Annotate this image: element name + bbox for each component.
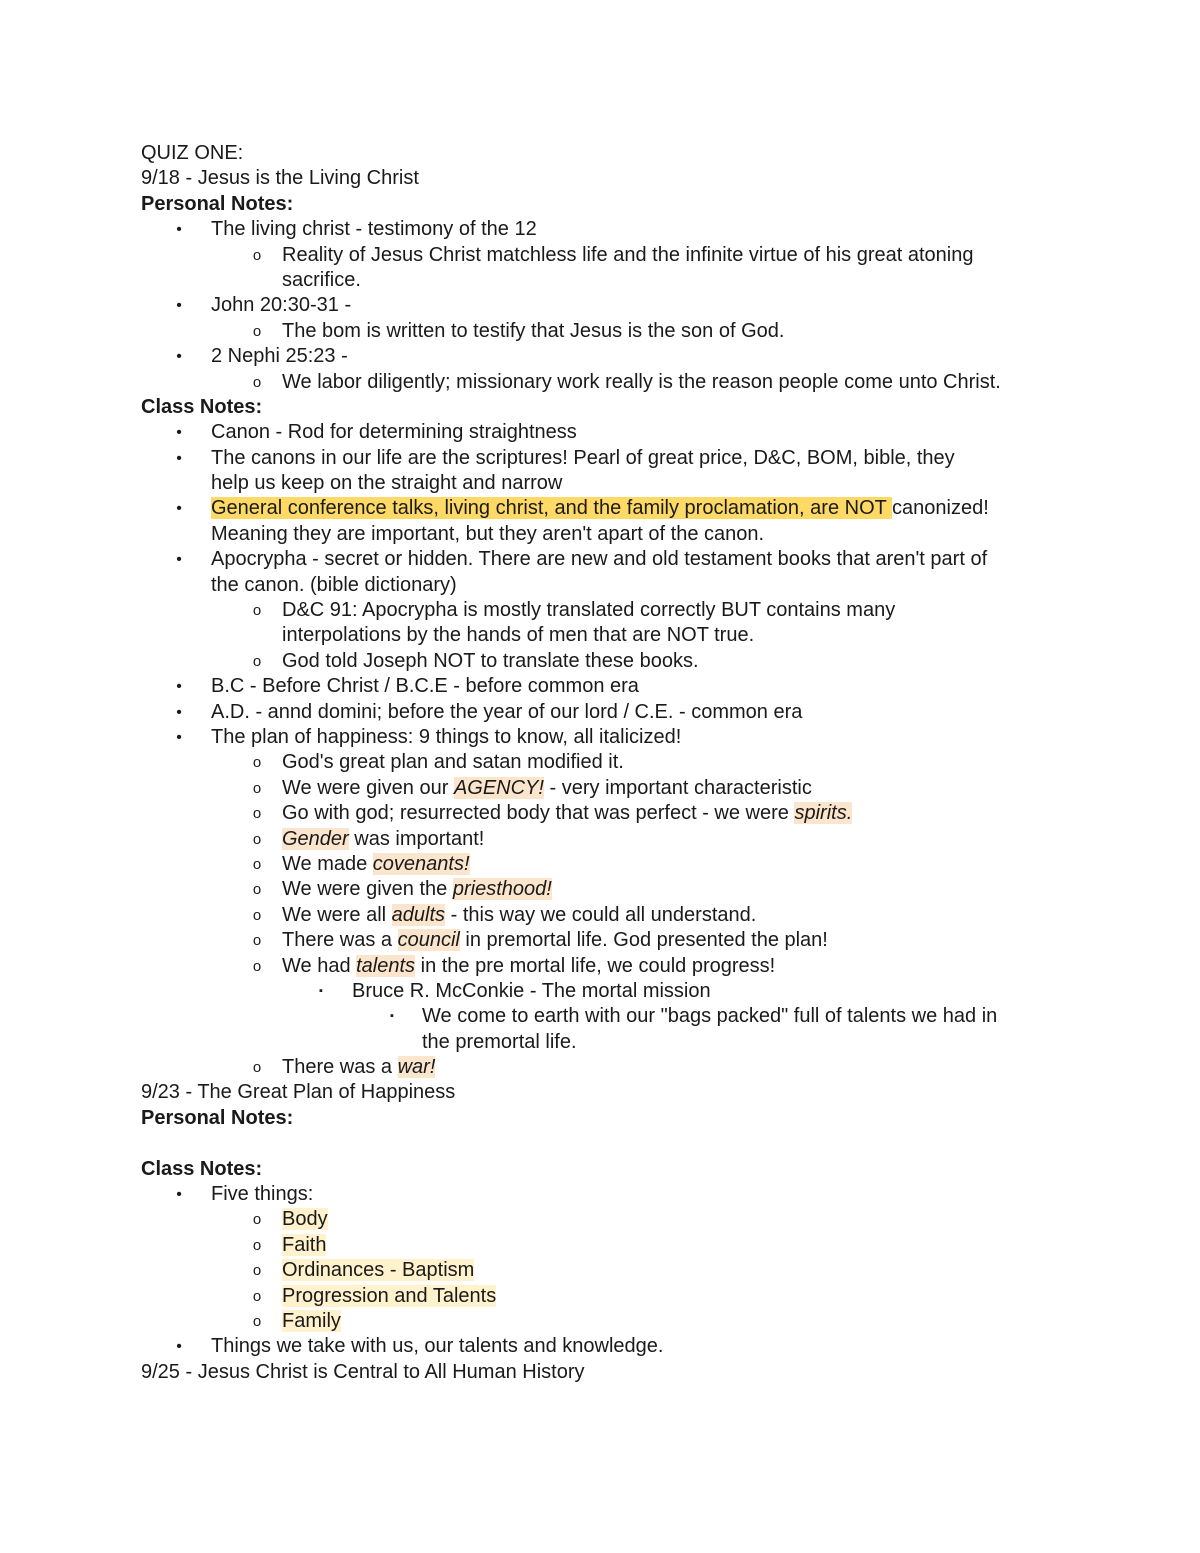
list-item: • Five things: xyxy=(141,1182,1071,1207)
section-heading-3: 9/25 - Jesus Christ is Central to All Human History xyxy=(141,1360,585,1383)
class-notes-label: Class Notes: xyxy=(141,1157,263,1180)
list-item-continuation: sacrifice. xyxy=(282,268,361,291)
list-item-continuation: Meaning they are important, but they aren't apart of the canon. xyxy=(211,522,765,545)
italic-highlight: war! xyxy=(397,1056,436,1079)
list-item: o We were given our AGENCY! - very important characteristic xyxy=(141,776,1071,801)
list-item-continuation: the premortal life. xyxy=(422,1030,577,1053)
list-item: o There was a council in premortal life. God presented the plan! xyxy=(141,928,1071,953)
circle-marker: o xyxy=(252,1312,262,1330)
square-marker: ▪ xyxy=(319,984,323,997)
italic-highlight: adults xyxy=(391,903,446,926)
class-notes-label: Class Notes: xyxy=(141,395,263,418)
list-item: • Apocrypha - secret or hidden. There are new and old testament books that aren't part of xyxy=(141,547,1071,572)
list-item xyxy=(141,1233,1071,1258)
circle-marker: o xyxy=(252,830,262,848)
circle-marker: o xyxy=(252,602,262,620)
list-item-continuation: help us keep on the straight and narrow xyxy=(211,472,563,495)
quiz-title: QUIZ ONE: xyxy=(141,142,244,164)
list-item: • The living christ - testimony of the 12 xyxy=(141,217,1071,242)
list-item: o The bom is written to testify that Jesus is the son of God. xyxy=(141,319,1071,344)
circle-marker: o xyxy=(252,881,262,899)
circle-marker: o xyxy=(252,1059,262,1077)
list-item: o God's great plan and satan modified it. xyxy=(141,750,1071,775)
italic-highlight: covenants! xyxy=(372,852,470,875)
list-item: o There was a war! xyxy=(141,1055,1071,1080)
italic-highlight: council xyxy=(397,929,460,952)
bullet-marker: • xyxy=(176,348,182,366)
list-item: • B.C - Before Christ / B.C.E - before common era xyxy=(141,674,1071,699)
circle-marker: o xyxy=(252,652,262,670)
list-item-continuation: interpolations by the hands of men that are NOT true. xyxy=(282,624,755,647)
highlighted-text: Family xyxy=(282,1309,341,1332)
list-item: • John 20:30-31 - xyxy=(141,293,1071,318)
document-page xyxy=(141,141,1071,1385)
list-item: o Reality of Jesus Christ matchless life and the infinite virtue of his great atoning xyxy=(141,243,1071,268)
list-item: • 2 Nephi 25:23 - xyxy=(141,344,1071,369)
highlighted-text: Progression and Talents xyxy=(282,1284,497,1307)
list-item: o We were given the priesthood! xyxy=(141,877,1071,902)
list-item: • Canon - Rod for determining straightness xyxy=(141,420,1071,445)
personal-notes-label: Personal Notes: xyxy=(141,1106,294,1129)
bullet-marker: • xyxy=(176,424,182,442)
highlighted-text: Body xyxy=(282,1208,328,1231)
circle-marker: o xyxy=(252,1211,262,1229)
bullet-marker: • xyxy=(176,449,182,467)
list-item xyxy=(141,1309,1071,1334)
list-item xyxy=(141,1258,1071,1283)
bullet-marker: • xyxy=(176,1186,182,1204)
list-item: o We were all adults - this way we could all understand. xyxy=(141,903,1071,928)
circle-marker: o xyxy=(252,754,262,772)
list-item: o God told Joseph NOT to translate these books. xyxy=(141,649,1071,674)
personal-notes-label: Personal Notes: xyxy=(141,192,294,215)
bullet-marker: • xyxy=(176,297,182,315)
list-item: ▪ Bruce R. McConkie - The mortal mission xyxy=(141,979,1071,1004)
list-item: o We made covenants! xyxy=(141,852,1071,877)
highlighted-text: General conference talks, living christ, and the family proclamation, are NOT xyxy=(211,497,893,520)
highlighted-text: Ordinances - Baptism xyxy=(282,1259,475,1282)
bullet-marker: • xyxy=(176,703,182,721)
list-item: ▪ We come to earth with our "bags packed" full of talents we had in xyxy=(141,1004,1071,1029)
circle-marker: o xyxy=(252,805,262,823)
list-item: • The canons in our life are the scriptures! Pearl of great price, D&C, BOM, bible, they xyxy=(141,446,1071,471)
circle-marker: o xyxy=(252,1236,262,1254)
circle-marker: o xyxy=(252,932,262,950)
highlighted-text: Faith xyxy=(282,1233,327,1256)
italic-highlight: priesthood! xyxy=(452,878,552,901)
circle-marker: o xyxy=(252,322,262,340)
square-marker: ▪ xyxy=(390,1010,394,1023)
list-item: • General conference talks, living christ, and the family proclamation, are NOT canonized! xyxy=(141,496,1071,521)
list-item xyxy=(141,1284,1071,1309)
circle-marker: o xyxy=(252,246,262,264)
circle-marker: o xyxy=(252,906,262,924)
italic-highlight: Gender xyxy=(282,827,349,850)
list-item: o D&C 91: Apocrypha is mostly translated correctly BUT contains many xyxy=(141,598,1071,623)
list-item: o Go with god; resurrected body that was perfect - we were spirits. xyxy=(141,801,1071,826)
list-item: • The plan of happiness: 9 things to know, all italicized! xyxy=(141,725,1071,750)
italic-highlight: spirits. xyxy=(794,802,853,825)
list-item: o We had talents in the pre mortal life, we could progress! xyxy=(141,954,1071,979)
bullet-marker: • xyxy=(176,500,182,518)
bullet-marker: • xyxy=(176,678,182,696)
circle-marker: o xyxy=(252,855,262,873)
bullet-marker: • xyxy=(176,728,182,746)
list-item: o We labor diligently; missionary work really is the reason people come unto Christ. xyxy=(141,370,1071,395)
list-item-continuation: the canon. (bible dictionary) xyxy=(211,573,457,596)
list-item: o Gender was important! xyxy=(141,827,1071,852)
bullet-marker: • xyxy=(176,551,182,569)
circle-marker: o xyxy=(252,1287,262,1305)
bullet-marker: • xyxy=(176,221,182,239)
blank-line xyxy=(141,1131,1071,1156)
circle-marker: o xyxy=(252,957,262,975)
italic-highlight: AGENCY! xyxy=(453,776,544,799)
list-item: • A.D. - annd domini; before the year of our lord / C.E. - common era xyxy=(141,700,1071,725)
list-item: • Things we take with us, our talents and knowledge. xyxy=(141,1334,1071,1359)
list-item xyxy=(141,1207,1071,1232)
italic-highlight: talents xyxy=(356,954,416,977)
circle-marker: o xyxy=(252,1262,262,1280)
bullet-marker: • xyxy=(176,1338,182,1356)
circle-marker: o xyxy=(252,779,262,797)
section-heading-2: 9/23 - The Great Plan of Happiness xyxy=(141,1081,456,1104)
section-heading-1: 9/18 - Jesus is the Living Christ xyxy=(141,167,419,190)
circle-marker: o xyxy=(252,373,262,391)
